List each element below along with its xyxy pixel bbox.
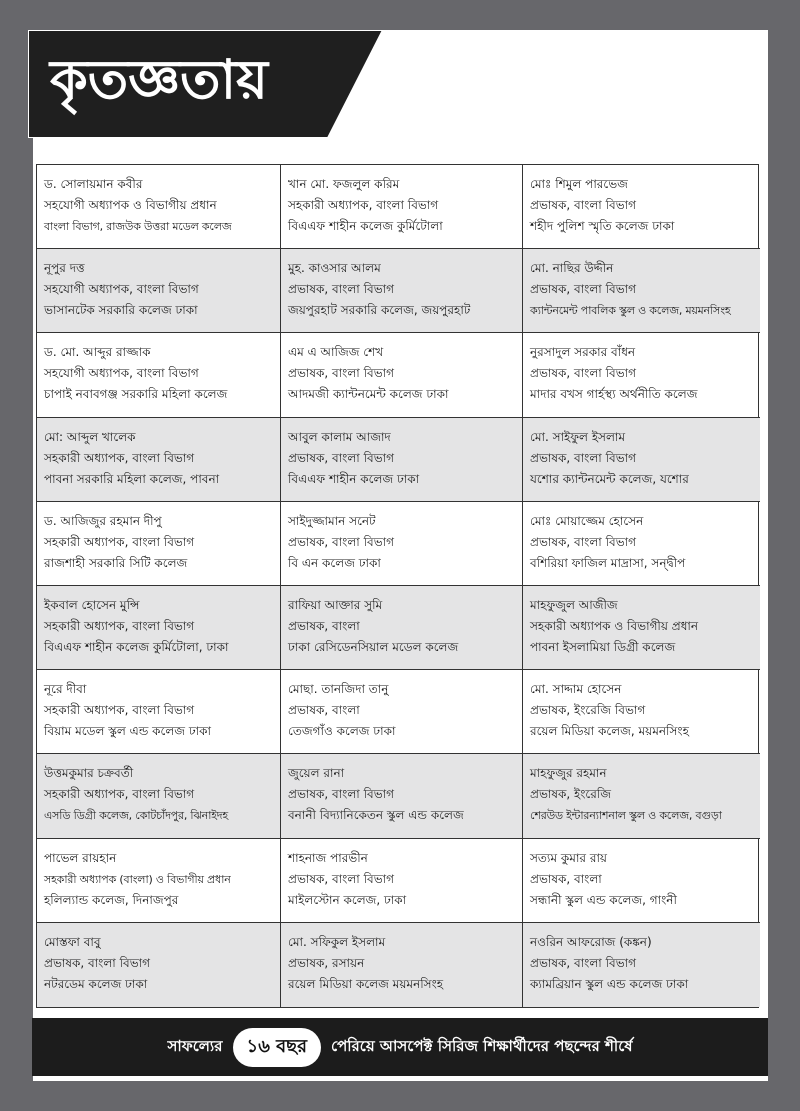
contributor-name: ড. আজিজুর রহমান দীপু	[44, 513, 162, 528]
contributor-cell	[523, 333, 760, 417]
contributor-name: মোস্তফা বাবু	[44, 934, 101, 949]
footer-text-after: পেরিয়ে আসপেক্ট সিরিজ শিক্ষার্থীদের পছন্দের শীর্ষে	[331, 1036, 633, 1055]
contributor-role: প্রভাষক, বাংলা বিভাগ	[288, 450, 394, 465]
contributor-role: প্রভাষক, বাংলা বিভাগ	[288, 282, 394, 297]
contributor-role: সহকারী অধ্যাপক, বাংলা বিভাগ	[44, 450, 195, 465]
contributor-cell	[37, 165, 281, 249]
contributor-institution: বনানী বিদ্যানিকেতন স্কুল এন্ড কলেজ	[288, 808, 464, 823]
contributor-institution: আদমজী ক্যান্টনমেন্ট কলেজ ঢাকা	[288, 387, 449, 402]
contributor-cell	[523, 754, 760, 838]
footer-banner	[32, 1018, 768, 1076]
contributor-cell	[281, 839, 523, 923]
contributor-cell	[523, 418, 760, 502]
contributor-name: খান মো. ফজলুল করিম	[288, 177, 400, 191]
contributor-name: নুরসাদুল সরকার বাঁধন	[530, 345, 636, 360]
contributor-cell	[281, 249, 523, 333]
contributor-institution: রয়েল মিডিয়া কলেজ ময়মনসিংহ	[288, 976, 444, 991]
contributor-institution: এসডি ডিগ্রী কলেজ, কোটচাঁদপুর, ঝিনাইদহ	[44, 809, 228, 823]
contributor-role: সহযোগী অধ্যাপক ও বিভাগীয় প্রধান	[44, 198, 217, 212]
contributor-role: প্রভাষক, বাংলা বিভাগ	[288, 871, 394, 886]
contributor-role: প্রভাষক, বাংলা বিভাগ	[530, 366, 636, 381]
contributor-institution: বিএএফ শাহীন কলেজ কুর্মিটোলা, ঢাকা	[44, 639, 229, 654]
contributor-role: সহকারী অধ্যাপক, বাংলা বিভাগ	[44, 618, 195, 633]
contributor-institution: ক্যামব্রিয়ান স্কুল এন্ড কলেজ ঢাকা	[530, 976, 689, 991]
contributor-name: মোছা. তানজিদা তানু	[288, 682, 389, 697]
contributor-name: মো. সফিকুল ইসলাম	[288, 934, 386, 949]
contributor-role: সহকারী অধ্যাপক, বাংলা বিভাগ	[44, 703, 195, 718]
contributor-name: এম এ আজিজ শেখ	[288, 345, 384, 360]
contributor-cell	[523, 923, 760, 1007]
contributor-name: পাভেল রায়হান	[44, 850, 117, 865]
contributor-institution: বাংলা বিভাগ, রাজউক উত্তরা মডেল কলেজ	[44, 220, 232, 233]
contributor-role: প্রভাষক, রসায়ন	[288, 955, 365, 970]
contributor-institution: জয়পুরহাট সরকারি কলেজ, জয়পুরহাট	[288, 303, 471, 318]
contributor-cell	[37, 670, 281, 754]
contributor-institution: নটরডেম কলেজ ঢাকা	[44, 976, 148, 991]
contributor-institution: বিএএফ শাহীন কলেজ কুর্মিটোলা	[288, 219, 443, 233]
contributor-cell	[37, 502, 281, 586]
contributor-role: সহকারী অধ্যাপক, বাংলা বিভাগ	[44, 534, 195, 549]
contributor-role: প্রভাষক, বাংলা	[288, 703, 360, 718]
contributor-name: সত্যম কুমার রায়	[530, 850, 607, 865]
contributor-role: প্রভাষক, বাংলা বিভাগ	[288, 787, 394, 802]
contributor-role: সহকারী অধ্যাপক ও বিভাগীয় প্রধান	[530, 618, 699, 633]
contributor-cell	[523, 839, 760, 923]
contributor-role: সহকারী অধ্যাপক, বাংলা বিভাগ	[288, 198, 439, 212]
contributor-institution: ঢাকা রেসিডেনসিয়াল মডেল কলেজ	[288, 639, 459, 654]
contributor-name: মো. নাছির উদ্দীন	[530, 261, 614, 276]
contributor-name: শাহনাজ পারভীন	[288, 850, 368, 865]
contributor-cell	[37, 586, 281, 670]
contributor-institution: বি এন কলেজ ঢাকা	[288, 555, 381, 570]
contributor-cell	[281, 333, 523, 417]
contributor-role: সহকারী অধ্যাপক (বাংলা) ও বিভাগীয় প্রধান	[44, 872, 231, 886]
contributor-cell	[523, 502, 760, 586]
contributor-role: প্রভাষক, বাংলা বিভাগ	[288, 534, 394, 549]
contributor-institution: চাপাই নবাবগঞ্জ সরকারি মহিলা কলেজ	[44, 387, 228, 402]
contributor-institution: শেরউড ইন্টারন্যাশনাল স্কুল ও কলেজ, বগুড়া	[530, 809, 722, 823]
contributor-name: নূরে দীবা	[44, 682, 87, 697]
contributor-role: সহযোগী অধ্যাপক, বাংলা বিভাগ	[44, 366, 199, 381]
contributor-role: প্রভাষক, বাংলা	[288, 618, 360, 633]
contributor-role: প্রভাষক, বাংলা বিভাগ	[530, 450, 636, 465]
contributor-role: প্রভাষক, বাংলা বিভাগ	[530, 282, 636, 297]
contributor-name: আবুল কালাম আজাদ	[288, 429, 391, 444]
contributor-name: মাহফুজুল আজীজ	[530, 597, 618, 612]
contributor-cell	[37, 333, 281, 417]
contributor-institution: হলিল্যান্ড কলেজ, দিনাজপুর	[44, 892, 179, 907]
contributor-cell	[281, 165, 523, 249]
contributor-name: ড. সোলায়মান কবীর	[44, 177, 143, 191]
contributor-institution: পাবনা সরকারি মহিলা কলেজ, পাবনা	[44, 471, 220, 486]
contributor-institution: ক্যান্টনমেন্ট পাবলিক স্কুল ও কলেজ, ময়মনসিংহ	[530, 304, 731, 318]
contributor-institution: বিএএফ শাহীন কলেজ ঢাকা	[288, 471, 420, 486]
contributor-cell	[523, 249, 760, 333]
contributor-name: রাফিয়া আক্তার সুমি	[288, 597, 383, 612]
contributor-name: সাইদুজ্জামান সনেট	[288, 513, 376, 528]
contributor-institution: যশোর ক্যান্টনমেন্ট কলেজ, যশোর	[530, 471, 689, 486]
contributor-institution: মাদার বখস গার্হস্থ্য অর্থনীতি কলেজ	[530, 387, 698, 402]
contributor-role: প্রভাষক, ইংরেজি বিভাগ	[530, 703, 646, 718]
contributor-institution: মাইলস্টোন কলেজ, ঢাকা	[288, 892, 407, 907]
contributor-name: মোঃ শিমুল পারভেজ	[530, 177, 628, 191]
contributor-role: প্রভাষক, বাংলা	[530, 871, 602, 886]
contributor-name: মাহফুজুর রহমান	[530, 766, 607, 781]
contributor-institution: পাবনা ইসলামিয়া ডিগ্রী কলেজ	[530, 639, 676, 654]
contributor-role: প্রভাষক, বাংলা বিভাগ	[44, 955, 150, 970]
contributor-cell	[37, 418, 281, 502]
contributor-role: প্রভাষক, বাংলা বিভাগ	[530, 534, 636, 549]
contributor-name: মুহ. কাওসার আলম	[288, 261, 381, 276]
contributor-cell	[37, 839, 281, 923]
footer-text-before: সাফল্যের	[167, 1036, 223, 1055]
page-title: কৃতজ্ঞতায়	[50, 48, 268, 111]
title-banner	[28, 30, 383, 138]
contributor-institution: রাজশাহী সরকারি সিটি কলেজ	[44, 555, 188, 570]
contributor-name: জুয়েল রানা	[288, 766, 345, 781]
contributor-institution: তেজগাঁও কলেজ ঢাকা	[288, 724, 396, 739]
contributor-cell	[37, 249, 281, 333]
contributor-cell	[281, 586, 523, 670]
contributor-name: মো. সাইফুল ইসলাম	[530, 429, 626, 444]
contributor-name: মো: আব্দুল খালেক	[44, 429, 136, 444]
contributor-name: নওরিন আফরোজ (কঙ্কন)	[530, 934, 652, 949]
contributor-name: মো. সাদ্দাম হোসেন	[530, 682, 622, 697]
contributor-role: সহযোগী অধ্যাপক, বাংলা বিভাগ	[44, 282, 199, 297]
contributor-role: প্রভাষক, ইংরেজি	[530, 787, 612, 802]
contributor-name: ড. মো. আব্দুর রাজ্জাক	[44, 345, 151, 360]
contributor-cell	[37, 923, 281, 1007]
contributor-cell	[523, 586, 760, 670]
contributors-table	[36, 164, 759, 1008]
contributor-cell	[523, 165, 760, 249]
contributor-cell	[37, 754, 281, 838]
contributor-institution: বশিরিয়া ফাজিল মাদ্রাসা, সন্দ্বীপ	[530, 555, 686, 570]
contributor-role: প্রভাষক, বাংলা বিভাগ	[530, 955, 636, 970]
contributor-cell	[281, 502, 523, 586]
contributor-cell	[281, 670, 523, 754]
footer-badge: ১৬ বছর	[233, 1028, 321, 1067]
contributor-cell	[523, 670, 760, 754]
contributor-name: উত্তমকুমার চক্রবর্তী	[44, 766, 134, 781]
contributor-name: ইকবাল হোসেন মুন্সি	[44, 597, 140, 612]
contributor-cell	[281, 418, 523, 502]
contributor-institution: শহীদ পুলিশ স্মৃতি কলেজ ঢাকা	[530, 219, 675, 233]
contributor-institution: বিয়াম মডেল স্কুল এন্ড কলেজ ঢাকা	[44, 724, 211, 739]
contributor-name: নূপুর দত্ত	[44, 261, 85, 276]
contributor-institution: সন্ধানী স্কুল এন্ড কলেজ, গাংনী	[530, 892, 677, 907]
contributor-name: মোঃ মোয়াজ্জেম হোসেন	[530, 513, 644, 528]
contributor-role: প্রভাষক, বাংলা বিভাগ	[530, 198, 636, 212]
contributor-cell	[281, 923, 523, 1007]
contributor-cell	[281, 754, 523, 838]
contributor-role: সহকারী অধ্যাপক, বাংলা বিভাগ	[44, 787, 195, 802]
contributor-institution: ভাসানটেক সরকারি কলেজ ঢাকা	[44, 303, 198, 318]
contributor-role: প্রভাষক, বাংলা বিভাগ	[288, 366, 394, 381]
contributor-institution: রয়েল মিডিয়া কলেজ, ময়মনসিংহ	[530, 724, 689, 739]
